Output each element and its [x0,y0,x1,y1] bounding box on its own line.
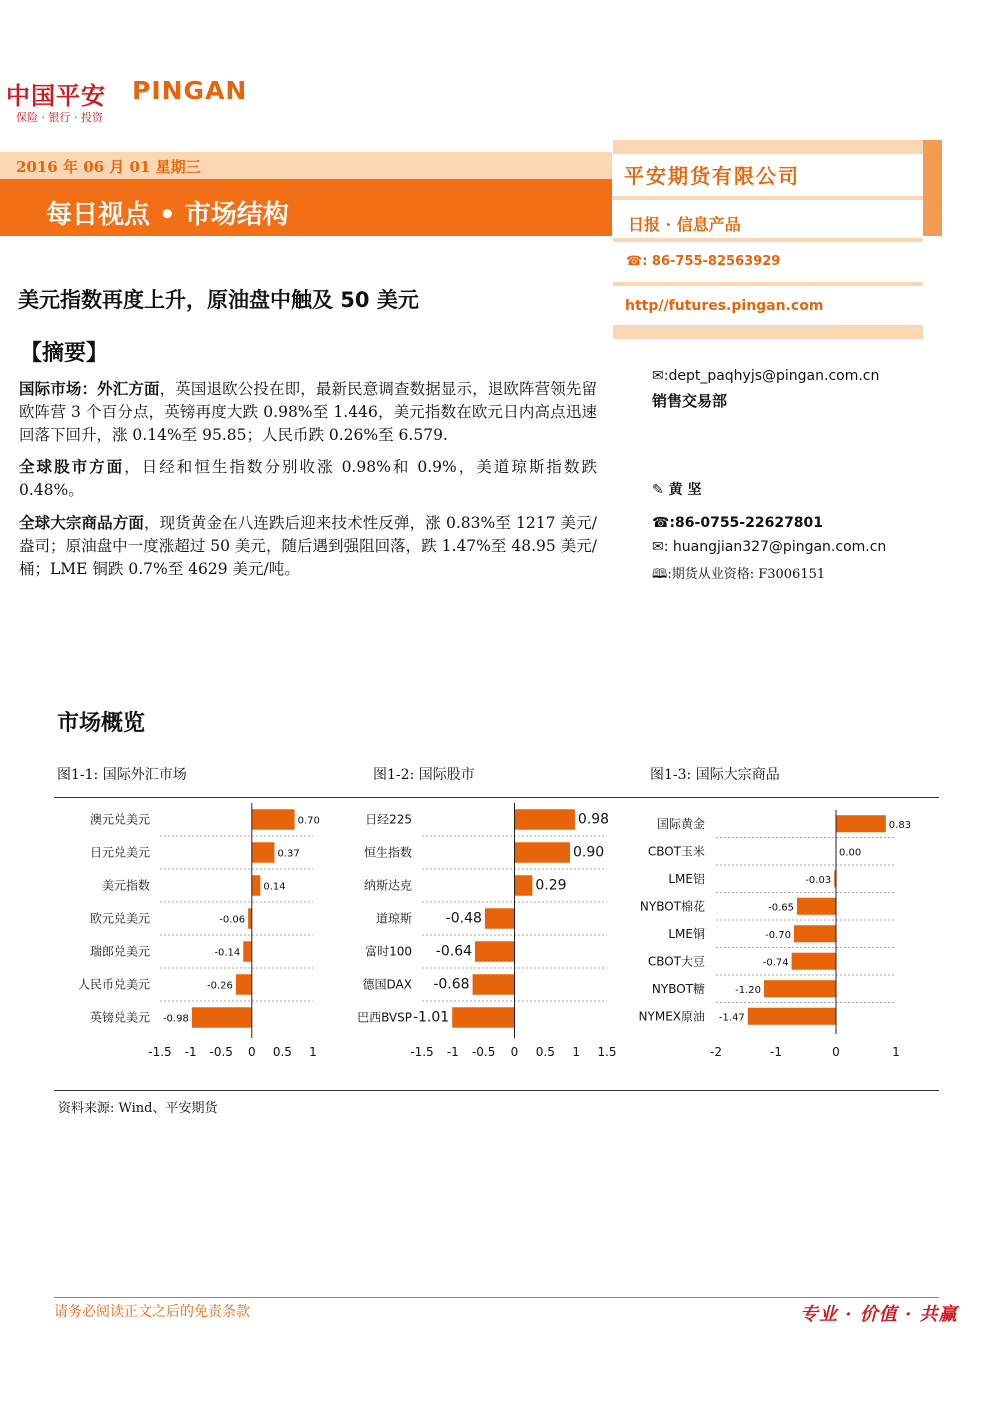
logo-cn: 中国平安 [6,82,106,110]
data-label: -0.26 [207,980,233,992]
category-label: 日元兑美元 [89,845,150,860]
bar [243,941,252,961]
bar [797,898,836,915]
report-type: 日报 · 信息产品 [628,215,741,234]
bar [236,974,252,994]
tick-label: -1 [446,1045,459,1059]
company-phone: ☎: 86-755-82563929 [626,254,781,269]
tick-label: 1 [572,1045,580,1059]
category-label: 欧元兑美元 [89,911,150,926]
data-source: 资料来源: Wind、平安期货 [58,1101,218,1116]
data-label: 0.29 [535,877,567,894]
category-label: LME铝 [668,871,705,886]
data-label: -0.48 [445,910,482,927]
tick-label: 0.5 [272,1045,292,1059]
tick-label: -0.5 [471,1045,496,1059]
report-title: 每日视点 • 市场结构 [46,200,289,230]
tick-label: 0 [832,1045,840,1059]
tick-label: 1 [309,1045,317,1059]
dept-email[interactable]: ✉:dept_paqhyjs@pingan.com.cn [652,368,880,384]
category-label: 恒生指数 [363,845,412,860]
category-label: 德国DAX [362,977,412,992]
logo-en: PINGAN [132,76,248,105]
tick-label: -2 [710,1045,722,1059]
chart-title-1: 图1-1: 国际外汇市场 [57,767,187,783]
data-label: -1.01 [412,1009,450,1026]
data-label: -0.64 [435,943,473,960]
category-label: 瑞郎兑美元 [89,944,150,959]
category-label: CBOT大豆 [647,954,705,969]
category-label: 英镑兑美元 [89,1010,150,1025]
tick-label: 0 [510,1045,519,1059]
data-label: -0.74 [762,957,789,969]
tick-label: 1.5 [597,1045,617,1059]
company-url[interactable]: http//futures.pingan.com [625,298,824,314]
data-label: 0.14 [263,881,286,893]
bar [836,815,886,832]
tick-label: -1 [770,1045,782,1059]
category-label: 美元指数 [101,878,150,893]
data-label: -0.68 [433,976,470,993]
data-label: 0.37 [277,848,300,860]
footer-rule [54,1297,939,1298]
report-date: 2016 年 06 月 01 星期三 [16,158,201,176]
data-label: -0.06 [219,914,246,926]
paragraph-lead: 国际市场：外汇方面 [19,379,160,398]
analyst-license: 🕮:期货从业资格: F3006151 [652,567,826,582]
data-label: 0.90 [573,844,605,861]
data-label: 0.70 [297,815,320,827]
paragraph-lead: 全球大宗商品方面 [19,513,145,532]
analyst-email[interactable]: ✉: huangjian327@pingan.com.cn [652,539,887,555]
category-label: 澳元兑美元 [89,812,150,827]
category-label: 国际黄金 [656,816,705,831]
tick-label: -1.5 [148,1045,172,1059]
data-label: 0.98 [577,811,610,828]
tick-label: 0.5 [535,1045,555,1059]
tick-label: -0.5 [209,1045,233,1059]
analyst-phone: ☎:86-0755-22627801 [652,515,824,531]
bar [748,1008,836,1025]
data-label: 0.00 [839,847,862,859]
category-label: CBOT玉米 [647,844,705,859]
paragraph-text: ，现货黄金在八连跌后迎来技术性反弹，涨 0.83%至 1217 美元/盎司；原油盘中一度涨超过 50 美元，随后遇到强阻回落，跌 1.47%至 48.95 美元/桶；LME 铜跌 0.7%至 4629 美元/吨。 [19,514,597,578]
headline: 美元指数再度上升，原油盘中触及 50 美元 [18,288,419,312]
category-label: LME铜 [668,926,705,941]
bar [192,1007,252,1027]
data-label: 0.83 [888,819,912,831]
category-label: 巴西BVSP [357,1010,412,1025]
chart-title-3: 图1-3: 国际大宗商品 [650,767,780,783]
bar [794,925,836,942]
bar [515,842,571,862]
tick-label: 0 [247,1045,256,1059]
abstract-title: 【摘要】 [20,341,109,366]
tick-label: 1 [892,1045,900,1059]
bar [764,980,836,997]
data-label: -0.14 [214,947,241,959]
category-label: NYBOT棉花 [639,899,705,914]
bar [248,908,252,928]
dept-name: 销售交易部 [652,392,728,410]
data-label: -0.98 [162,1013,189,1025]
market-title: 市场概览 [57,711,146,736]
paragraph-text: ，日经和恒生指数分别收涨 0.98%和 0.9%，美道琼斯指数跌 0.48%。 [19,458,597,499]
data-label: -1.20 [735,984,761,996]
data-label: -0.03 [805,874,832,886]
bar [515,875,533,895]
chart-title-2: 图1-2: 国际股市 [373,767,475,783]
data-label: -0.65 [768,902,794,914]
bar [252,809,295,829]
paragraph-lead: 全球股市方面 [19,457,125,476]
tick-label: -1.5 [410,1045,434,1059]
data-label: -0.70 [765,929,791,941]
category-label: 纳斯达克 [363,878,412,893]
category-label: 富时100 [365,944,412,959]
category-label: 人民币兑美元 [77,977,150,992]
data-label: -1.47 [718,1012,745,1024]
paragraph-text: ，英国退欧公投在即，最新民意调查数据显示，退欧阵营领先留欧阵营 3 个百分点，英镑再度大跌 0.98%至 1.446，美元指数在欧元日内高点迅速回落下回升，涨 0.14%至 95.85；人民币跌 0.26%至 6.579. [19,380,597,444]
bar [515,809,575,829]
bar [452,1007,514,1027]
category-label: NYBOT糖 [651,981,705,996]
category-label: 道琼斯 [375,911,412,926]
bar [485,908,515,928]
company-name: 平安期货有限公司 [624,164,800,188]
bar [475,941,514,961]
category-label: 日经225 [365,812,412,827]
chart-bottom-rule [54,1090,939,1091]
bar [473,974,515,994]
bar [252,875,261,895]
footer-slogan: 专业 · 价值 · 共赢 [800,1304,958,1325]
bar [792,953,836,970]
logo-tagline: 保险 · 银行 · 投资 [16,111,103,124]
analyst-name: ✎ 黄 坚 [652,482,702,498]
footer-disclaimer[interactable]: 请务必阅读正文之后的免责条款 [54,1304,250,1320]
bar [252,842,275,862]
category-label: NYMEX原油 [638,1009,705,1024]
tick-label: -1 [184,1045,197,1059]
